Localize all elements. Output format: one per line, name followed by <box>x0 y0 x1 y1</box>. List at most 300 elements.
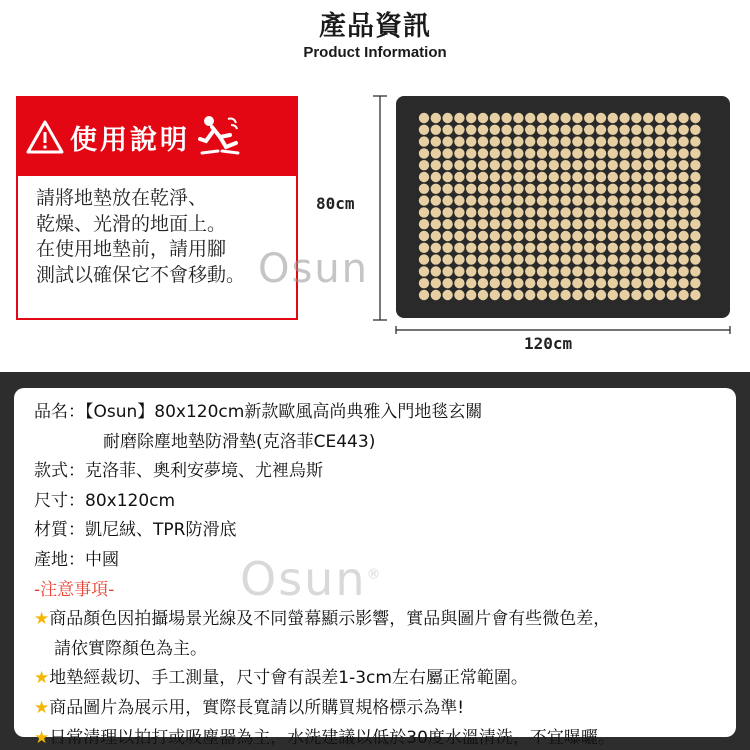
mat-dot <box>678 290 688 300</box>
mat-dot <box>431 195 441 205</box>
mat-dot <box>584 278 594 288</box>
mat-dot <box>596 231 606 241</box>
mat-dot <box>608 254 618 264</box>
mat-dot <box>655 148 665 158</box>
mat-dot <box>667 231 677 241</box>
usage-warning-line: 在使用地墊前，請用腳 <box>36 238 227 260</box>
mat-dot <box>690 136 700 146</box>
mat-dot <box>560 184 570 194</box>
mat-dot <box>525 136 535 146</box>
mat-dot <box>560 113 570 123</box>
height-dimension-label: 80cm <box>316 194 355 213</box>
mat-dot <box>572 125 582 135</box>
mat-dot <box>690 184 700 194</box>
mat-dot <box>596 254 606 264</box>
mat-dot <box>490 160 500 170</box>
mat-dot <box>631 195 641 205</box>
mat-dot <box>572 278 582 288</box>
mat-dot <box>419 254 429 264</box>
mat-dot <box>501 278 511 288</box>
product-name-value-2: 耐磨除塵地墊防滑墊(克洛菲CE443) <box>103 431 376 452</box>
mat-dot <box>537 125 547 135</box>
mat-dot <box>549 148 559 158</box>
note-text: 請依實際顏色為主。 <box>54 638 207 659</box>
mat-dot <box>419 266 429 276</box>
mat-dot <box>454 254 464 264</box>
mat-dot <box>490 219 500 229</box>
mat-dot <box>466 290 476 300</box>
mat-dot <box>525 148 535 158</box>
mat-dot <box>454 184 464 194</box>
mat-dot <box>619 243 629 253</box>
mat-dot <box>643 266 653 276</box>
mat-dot <box>678 125 688 135</box>
note-item <box>34 724 736 750</box>
mat-dot <box>431 207 441 217</box>
mat-dot <box>678 195 688 205</box>
mat-dot <box>572 148 582 158</box>
mat-dot <box>549 231 559 241</box>
mat-dot <box>631 219 641 229</box>
width-dimension-label: 120cm <box>524 334 573 353</box>
note-text: 商品顏色因拍攝場景光線及不同螢幕顯示影響，實品與圖片會有些微色差， <box>49 609 611 630</box>
mat-dot <box>525 113 535 123</box>
mat-dot <box>584 290 594 300</box>
mat-dot <box>513 136 523 146</box>
product-material-row <box>34 516 736 546</box>
mat-dot <box>466 184 476 194</box>
mat-dot <box>596 148 606 158</box>
mat-dot <box>537 207 547 217</box>
mat-dot <box>619 184 629 194</box>
mat-dot <box>631 266 641 276</box>
mat-dot <box>442 266 452 276</box>
product-name-row-2 <box>34 428 736 458</box>
note-item-continued <box>34 635 736 665</box>
mat-dot <box>431 243 441 253</box>
mat-dot <box>608 219 618 229</box>
mat-dot <box>537 243 547 253</box>
mat-dot <box>560 195 570 205</box>
mat-dot <box>560 172 570 182</box>
mat-dot <box>631 148 641 158</box>
mat-dot <box>513 290 523 300</box>
brand-watermark: Osun <box>258 246 370 292</box>
mat-dot <box>501 148 511 158</box>
mat-dot <box>678 113 688 123</box>
mat-dot <box>501 254 511 264</box>
mat-dot <box>442 254 452 264</box>
mat-dot <box>584 195 594 205</box>
mat-dot <box>513 148 523 158</box>
mat-dot <box>501 243 511 253</box>
mat-dot <box>525 243 535 253</box>
mat-dot <box>584 266 594 276</box>
mat-dot <box>560 243 570 253</box>
mat-dot <box>419 160 429 170</box>
mat-dot <box>525 195 535 205</box>
star-icon: ★ <box>34 697 50 718</box>
brand-watermark-lower <box>240 552 382 606</box>
mat-dot <box>584 254 594 264</box>
mat-dot <box>525 172 535 182</box>
mat-dot <box>619 148 629 158</box>
mat-dot <box>631 160 641 170</box>
mat-dot <box>655 231 665 241</box>
mat-dot <box>513 243 523 253</box>
mat-dot <box>478 125 488 135</box>
mat-dot <box>631 172 641 182</box>
mat-dot <box>608 148 618 158</box>
mat-dot <box>537 195 547 205</box>
mat-dot <box>478 160 488 170</box>
mat-dot <box>454 290 464 300</box>
mat-dot <box>678 136 688 146</box>
mat-dot <box>513 160 523 170</box>
mat-dot <box>525 290 535 300</box>
mat-dot <box>584 243 594 253</box>
usage-warning-box <box>16 96 298 320</box>
mat-dot <box>608 172 618 182</box>
mat-dot <box>655 207 665 217</box>
mat-dot <box>513 254 523 264</box>
product-material-label: 材質： <box>34 520 85 541</box>
product-name-row <box>34 398 736 428</box>
mat-dot <box>478 195 488 205</box>
mat-dot <box>584 184 594 194</box>
mat-dot <box>431 231 441 241</box>
note-text: 地墊經裁切、手工測量，尺寸會有誤差1-3cm左右屬正常範圍。 <box>49 668 528 689</box>
mat-dot <box>690 278 700 288</box>
mat-dot <box>490 207 500 217</box>
mat-dot <box>643 231 653 241</box>
mat-dot <box>655 266 665 276</box>
mat-dot <box>549 278 559 288</box>
note-item <box>34 664 736 694</box>
mat-dot <box>549 136 559 146</box>
mat-dot <box>667 195 677 205</box>
mat-dot <box>678 207 688 217</box>
mat-dot <box>631 254 641 264</box>
mat-dot <box>572 290 582 300</box>
mat-dot <box>466 172 476 182</box>
mat-dot <box>419 125 429 135</box>
product-size-label: 尺寸： <box>34 490 85 511</box>
mat-dot <box>678 278 688 288</box>
mat-dot <box>572 160 582 170</box>
mat-dot <box>442 113 452 123</box>
mat-dot <box>478 172 488 182</box>
mat-dot <box>549 184 559 194</box>
mat-dot <box>442 207 452 217</box>
mat-dot <box>572 207 582 217</box>
mat-dot <box>584 207 594 217</box>
mat-dot <box>655 125 665 135</box>
product-name-value: 【Osun】80x120cm新款歐風高尚典雅入門地毯玄關 <box>85 402 483 422</box>
mat-dot <box>619 231 629 241</box>
mat-dot <box>690 207 700 217</box>
mat-dot <box>608 160 618 170</box>
mat-dot <box>431 290 441 300</box>
mat-dot <box>490 278 500 288</box>
mat-dot <box>619 195 629 205</box>
mat-dot <box>419 243 429 253</box>
mat-dot <box>667 266 677 276</box>
mat-dot <box>631 207 641 217</box>
product-material-value: 凱尼絨、TPR防滑底 <box>85 520 237 541</box>
mat-dot <box>584 231 594 241</box>
mat-dot <box>631 125 641 135</box>
usage-warning-title: 使用說明 <box>70 124 190 156</box>
note-item <box>34 605 736 635</box>
mat-dot <box>608 184 618 194</box>
mat-dot <box>442 172 452 182</box>
mat-dot <box>619 136 629 146</box>
mat-dot <box>537 219 547 229</box>
mat-dot <box>596 136 606 146</box>
mat-dot <box>478 184 488 194</box>
mat-dot <box>431 278 441 288</box>
mat-dot <box>501 219 511 229</box>
mat-dot <box>431 266 441 276</box>
mat-dot <box>537 254 547 264</box>
product-size-row <box>34 487 736 517</box>
mat-dot <box>442 148 452 158</box>
mat-dot <box>643 278 653 288</box>
mat-dot <box>619 219 629 229</box>
mat-dot <box>690 160 700 170</box>
mat-dot <box>549 172 559 182</box>
mat-dot <box>478 148 488 158</box>
mat-dot <box>525 266 535 276</box>
mat-dot <box>572 195 582 205</box>
mat-dot <box>442 243 452 253</box>
mat-dot <box>655 113 665 123</box>
mat-dot <box>655 195 665 205</box>
star-icon: ★ <box>34 609 50 630</box>
mat-dot <box>643 184 653 194</box>
mat-dot <box>549 266 559 276</box>
mat-dot <box>631 113 641 123</box>
usage-warning-line: 乾燥、光滑的地面上。 <box>36 212 227 235</box>
mat-dot <box>608 231 618 241</box>
mat-dot <box>419 184 429 194</box>
mat-dot <box>454 219 464 229</box>
watermark-text: Osun <box>240 552 367 606</box>
mat-dot <box>419 219 429 229</box>
mat-dot <box>501 207 511 217</box>
product-info-panel <box>0 372 750 750</box>
mat-dot <box>678 172 688 182</box>
mat-dot <box>643 254 653 264</box>
mat-dot <box>690 113 700 123</box>
mat-dot <box>466 195 476 205</box>
mat-dot <box>537 136 547 146</box>
mat-dot <box>478 290 488 300</box>
mat-dot <box>619 278 629 288</box>
mat-dot <box>442 278 452 288</box>
mat-dot <box>454 125 464 135</box>
mat-dot <box>454 160 464 170</box>
product-origin-value: 中國 <box>85 549 119 570</box>
mat-dot <box>513 266 523 276</box>
mat-dot <box>431 113 441 123</box>
mat-dot <box>631 231 641 241</box>
mat-dot <box>584 136 594 146</box>
mat-dot <box>690 290 700 300</box>
mat-dot <box>490 184 500 194</box>
mat-dot <box>584 148 594 158</box>
usage-warning-header <box>18 98 296 176</box>
mat-dot <box>667 160 677 170</box>
mat-dot <box>537 290 547 300</box>
usage-warning-line: 請將地墊放在乾淨、 <box>36 187 208 209</box>
mat-dot <box>490 254 500 264</box>
mat-dot <box>466 136 476 146</box>
mat-dot <box>478 266 488 276</box>
mat-dot <box>537 172 547 182</box>
mat-dot <box>549 254 559 264</box>
mat-dot <box>667 290 677 300</box>
mat-dot <box>501 231 511 241</box>
mat-dot <box>655 184 665 194</box>
mat-dot <box>560 278 570 288</box>
mat-dot <box>608 207 618 217</box>
mat-dot <box>572 266 582 276</box>
mat-dot <box>549 243 559 253</box>
mat-dot <box>513 219 523 229</box>
mat-dot <box>643 219 653 229</box>
mat-dot <box>690 243 700 253</box>
mat-dot <box>466 148 476 158</box>
mat-dot <box>419 207 429 217</box>
mat-dot <box>572 254 582 264</box>
mat-dot <box>549 113 559 123</box>
mat-dot <box>643 136 653 146</box>
mat-dot <box>655 172 665 182</box>
mat-dot <box>619 254 629 264</box>
mat-dot <box>525 207 535 217</box>
mat-dot <box>667 113 677 123</box>
mat-dot <box>549 195 559 205</box>
mat-dot <box>643 113 653 123</box>
mat-dot <box>513 207 523 217</box>
mat-dot <box>572 231 582 241</box>
mat-dot <box>537 113 547 123</box>
mat-dot <box>596 195 606 205</box>
mat-dot <box>643 207 653 217</box>
mat-dot <box>608 195 618 205</box>
mat-dot <box>454 113 464 123</box>
mat-dot <box>655 243 665 253</box>
mat-dot <box>454 172 464 182</box>
mat-dot <box>525 160 535 170</box>
mat-dot <box>596 219 606 229</box>
product-origin-row <box>34 546 736 576</box>
mat-dot <box>549 290 559 300</box>
mat-dot <box>608 243 618 253</box>
mat-dot <box>513 278 523 288</box>
mat-dot <box>442 231 452 241</box>
mat-dot <box>608 290 618 300</box>
note-item <box>34 694 736 724</box>
mat-dot <box>537 184 547 194</box>
mat-dot <box>525 125 535 135</box>
mat-dot <box>667 148 677 158</box>
product-size-value: 80x120cm <box>85 490 176 511</box>
mat-dot <box>655 254 665 264</box>
mat-dot <box>442 219 452 229</box>
mat-dot <box>549 125 559 135</box>
mat-dot <box>537 278 547 288</box>
mat-dot <box>466 113 476 123</box>
mat-dot <box>560 125 570 135</box>
mat-dot <box>525 231 535 241</box>
mat-dot <box>442 290 452 300</box>
product-origin-label: 產地： <box>34 549 85 570</box>
mat-dot <box>513 184 523 194</box>
product-style-label: 款式： <box>34 461 85 482</box>
product-style-value: 克洛菲、奧利安夢境、尤裡烏斯 <box>85 461 323 482</box>
mat-dot <box>584 219 594 229</box>
mat-dot <box>560 254 570 264</box>
mat-dot <box>667 207 677 217</box>
mat-dot <box>655 290 665 300</box>
mat-dot <box>596 290 606 300</box>
mat-dot <box>431 219 441 229</box>
mat-dot <box>442 160 452 170</box>
mat-dot <box>490 266 500 276</box>
mat-dot <box>667 278 677 288</box>
usage-warning-text <box>18 176 296 288</box>
mat-dot <box>690 254 700 264</box>
mat-dot <box>619 113 629 123</box>
mat-dot <box>690 172 700 182</box>
mat-dot <box>619 290 629 300</box>
mat-dot <box>572 113 582 123</box>
mat-dot <box>608 278 618 288</box>
mat-dot <box>490 243 500 253</box>
mat-dot <box>619 125 629 135</box>
mat-dot <box>572 243 582 253</box>
mat-dot <box>596 243 606 253</box>
mat-dot <box>454 243 464 253</box>
mat-dot <box>631 278 641 288</box>
mat-dot <box>501 125 511 135</box>
mat-dot <box>655 136 665 146</box>
star-icon: ★ <box>34 668 50 689</box>
mat-dot <box>454 136 464 146</box>
mat-dot <box>690 195 700 205</box>
mat-dot <box>584 172 594 182</box>
product-style-row <box>34 457 736 487</box>
mat-dot <box>466 160 476 170</box>
mat-dot <box>513 125 523 135</box>
note-text: 日常清理以拍打或吸塵器為主，水洗建議以低於30度水溫清洗，不宜曝曬。 <box>49 727 615 748</box>
mat-dot <box>419 136 429 146</box>
mat-dot <box>678 243 688 253</box>
mat-dot <box>667 254 677 264</box>
mat-dot <box>537 148 547 158</box>
mat-dot <box>501 136 511 146</box>
mat-dot <box>643 160 653 170</box>
mat-dot <box>525 278 535 288</box>
mat-dot <box>419 148 429 158</box>
mat-dot <box>631 184 641 194</box>
mat-dot <box>501 172 511 182</box>
mat-dot <box>478 243 488 253</box>
mat-dot <box>690 125 700 135</box>
